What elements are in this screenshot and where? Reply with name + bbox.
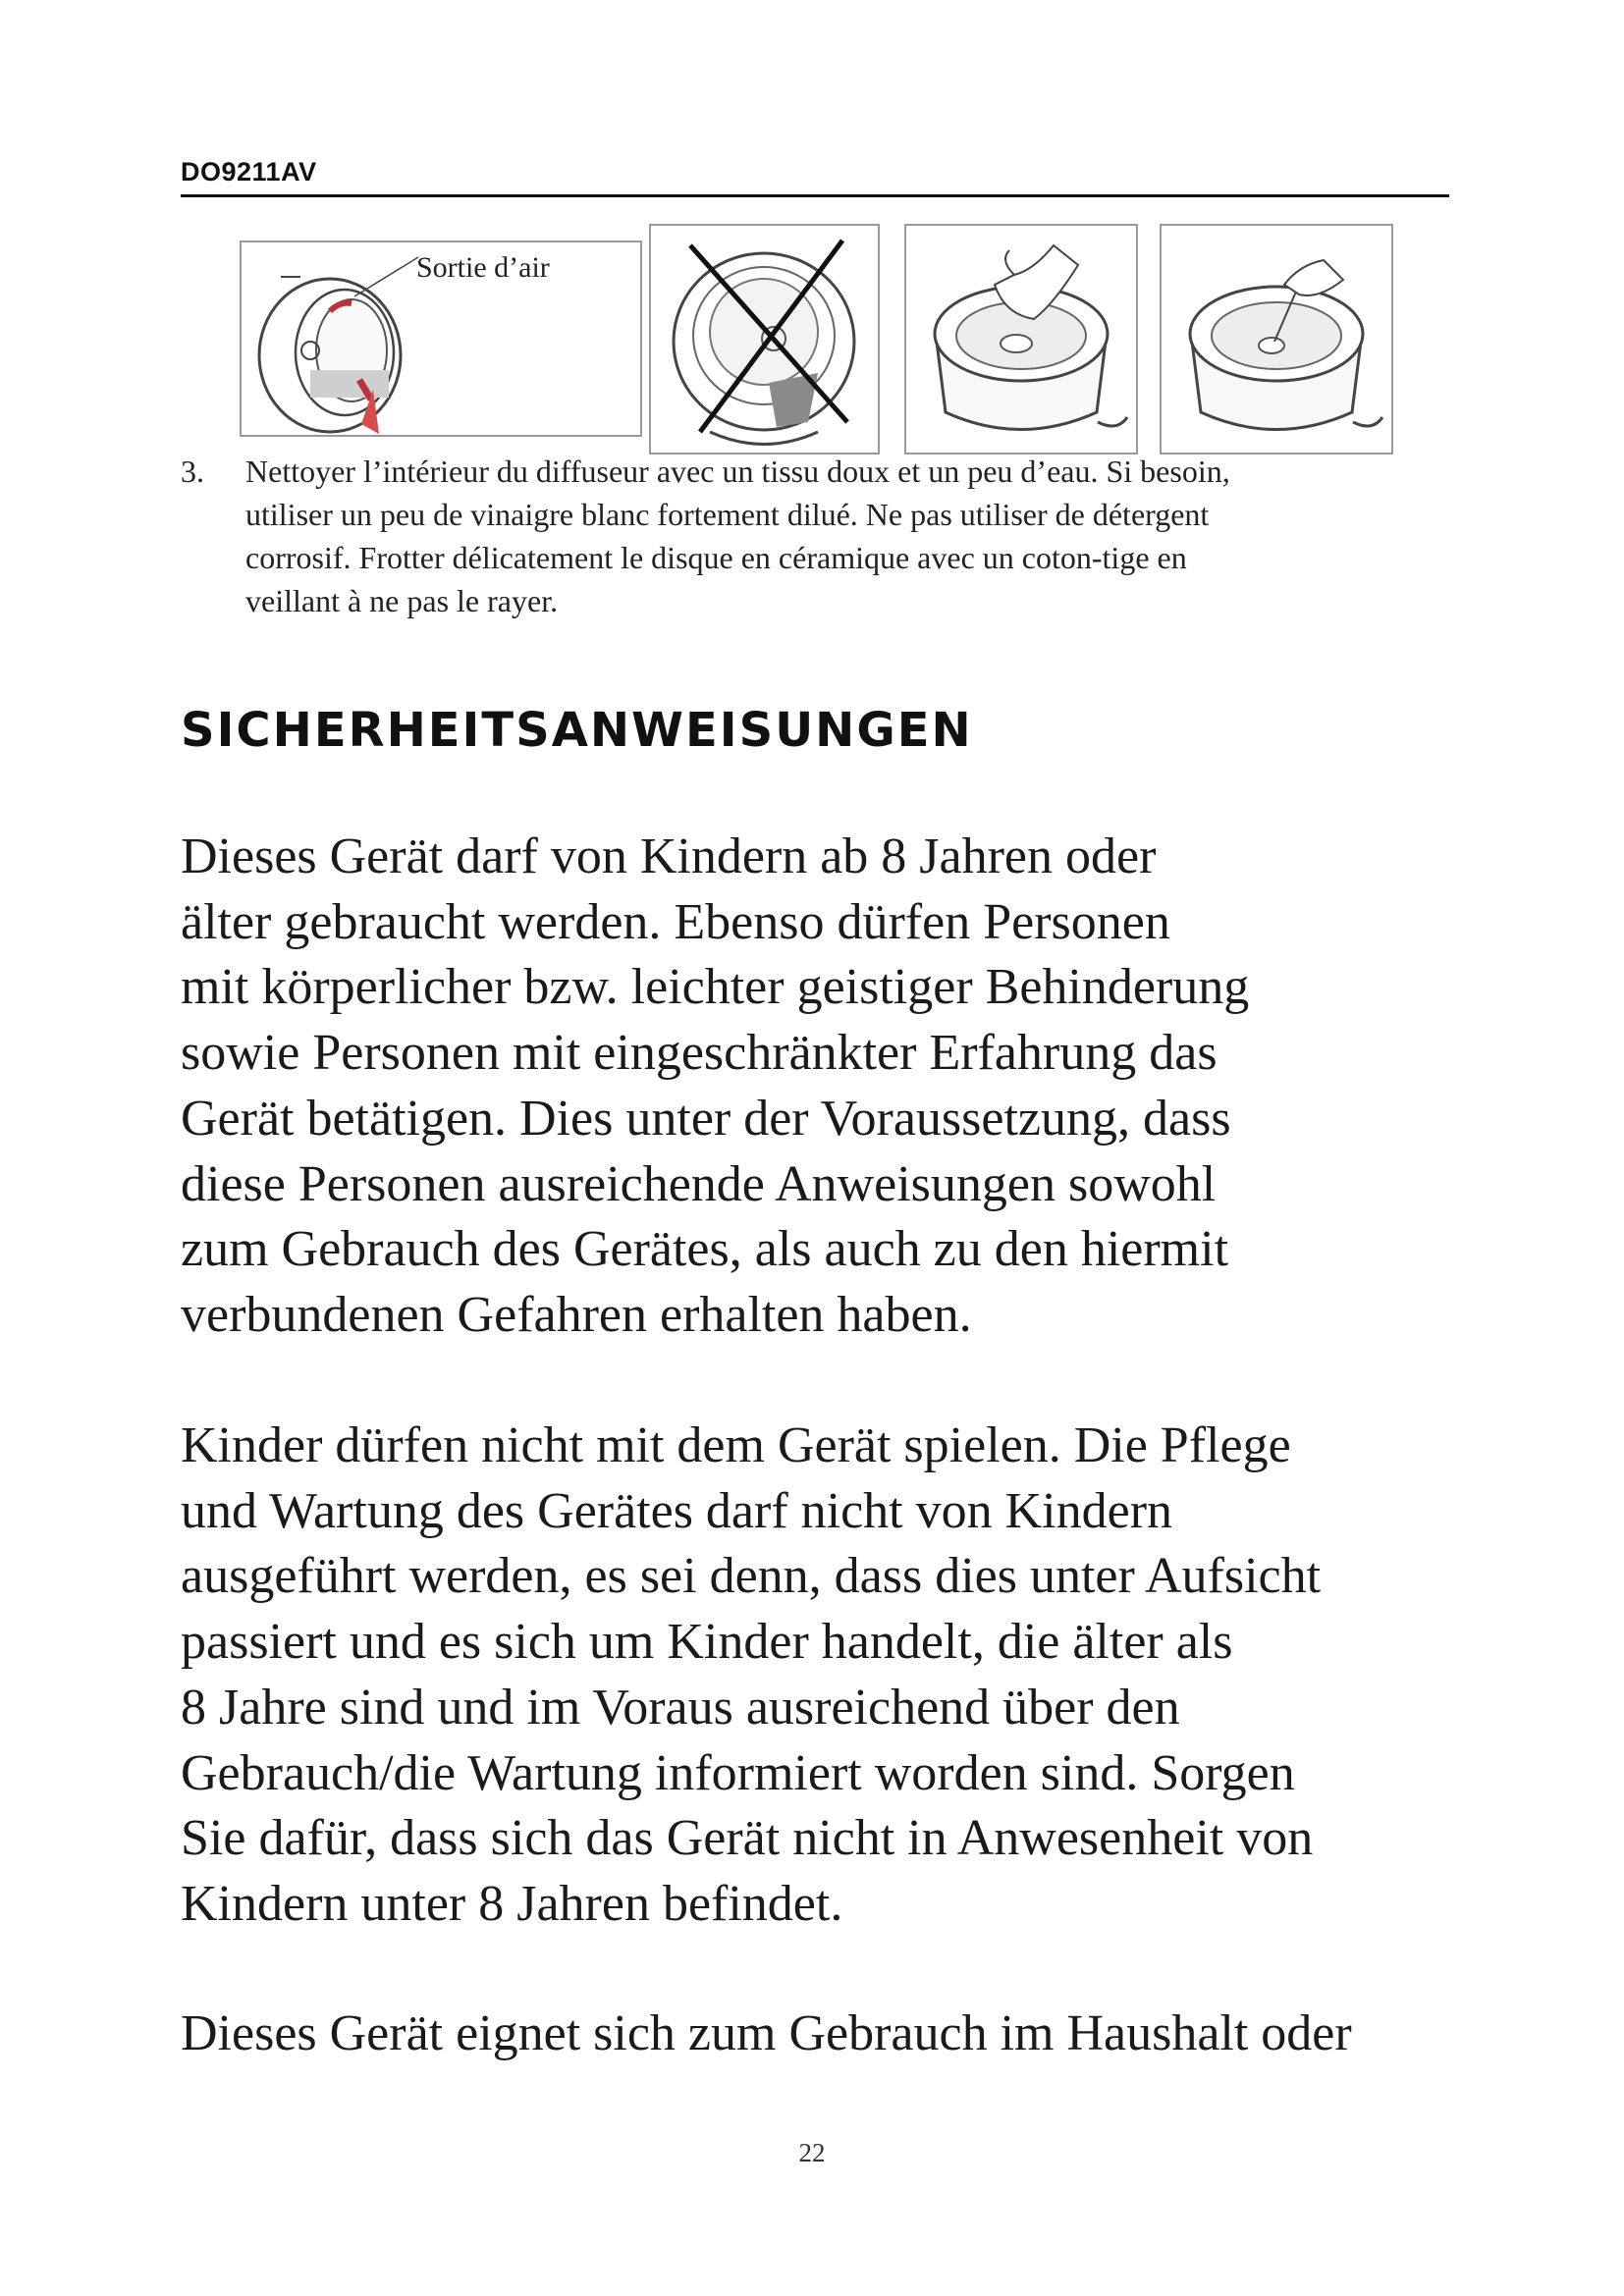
- paragraph-line: mit körperlicher bzw. leichter geistiger Behinderung: [181, 959, 1250, 1016]
- model-number: DO9211AV: [181, 157, 317, 187]
- paragraph-safety-1: [181, 825, 1457, 1349]
- page-number: 22: [798, 2138, 826, 2167]
- paragraph-safety-3: [181, 2002, 1457, 2067]
- paragraph-line: älter gebraucht werden. Ebenso dürfen Personen: [181, 893, 1170, 950]
- paragraph-line: sowie Personen mit eingeschränkter Erfahrung das: [181, 1025, 1218, 1082]
- header-rule: [181, 194, 1449, 197]
- crossed-out-cleaning-icon: [649, 224, 880, 454]
- paragraph-line: passiert und es sich um Kinder handelt, die älter als: [181, 1614, 1233, 1671]
- paragraph-line: Kinder dürfen nicht mit dem Gerät spielen. Die Pflege: [181, 1417, 1291, 1473]
- paragraph-line: Dieses Gerät darf von Kindern ab 8 Jahren oder: [181, 828, 1157, 884]
- paragraph-line: Gerät betätigen. Dies unter der Voraussetzung, dass: [181, 1090, 1231, 1147]
- paragraph-line: verbundenen Gefahren erhalten haben.: [181, 1286, 972, 1343]
- air-outlet-label: Sortie d’air: [416, 251, 550, 284]
- paragraph-line: Sie dafür, dass sich das Gerät nicht in Anwesenheit von: [181, 1810, 1314, 1867]
- cleaning-disc-cotton-swab-icon: [1160, 224, 1393, 454]
- paragraph-line: und Wartung des Gerätes darf nicht von Kindern: [181, 1482, 1173, 1539]
- step-line: utiliser un peu de vinaigre blanc fortement dilué. Ne pas utiliser de détergent: [245, 497, 1210, 532]
- cleaning-step-3: [181, 450, 1418, 622]
- paragraph-line: ausgeführt werden, es sei denn, dass dies unter Aufsicht: [181, 1548, 1322, 1605]
- paragraph-safety-2: [181, 1414, 1457, 1938]
- step-number: 3.: [181, 454, 204, 489]
- step-line: Nettoyer l’intérieur du diffuseur avec un tissu doux et un peu d’eau. Si besoin,: [245, 454, 1230, 489]
- section-heading: SICHERHEITSANWEISUNGEN: [181, 703, 973, 758]
- paragraph-line: 8 Jahre sind und im Voraus ausreichend über den: [181, 1679, 1180, 1735]
- paragraph-line: Kindern unter 8 Jahren befindet.: [181, 1875, 843, 1932]
- paragraph-line: Gebrauch/die Wartung informiert worden sind. Sorgen: [181, 1744, 1295, 1801]
- paragraph-line: zum Gebrauch des Gerätes, als auch zu den hiermit: [181, 1221, 1229, 1278]
- cleaning-interior-hand-icon: [904, 224, 1138, 454]
- step-line: corrosif. Frotter délicatement le disque en céramique avec un coton-tige en: [245, 540, 1187, 575]
- step-line: veillant à ne pas le rayer.: [245, 583, 559, 618]
- paragraph-line: Dieses Gerät eignet sich zum Gebrauch im Haushalt oder: [181, 2005, 1352, 2061]
- paragraph-line: diese Personen ausreichende Anweisungen sowohl: [181, 1155, 1217, 1212]
